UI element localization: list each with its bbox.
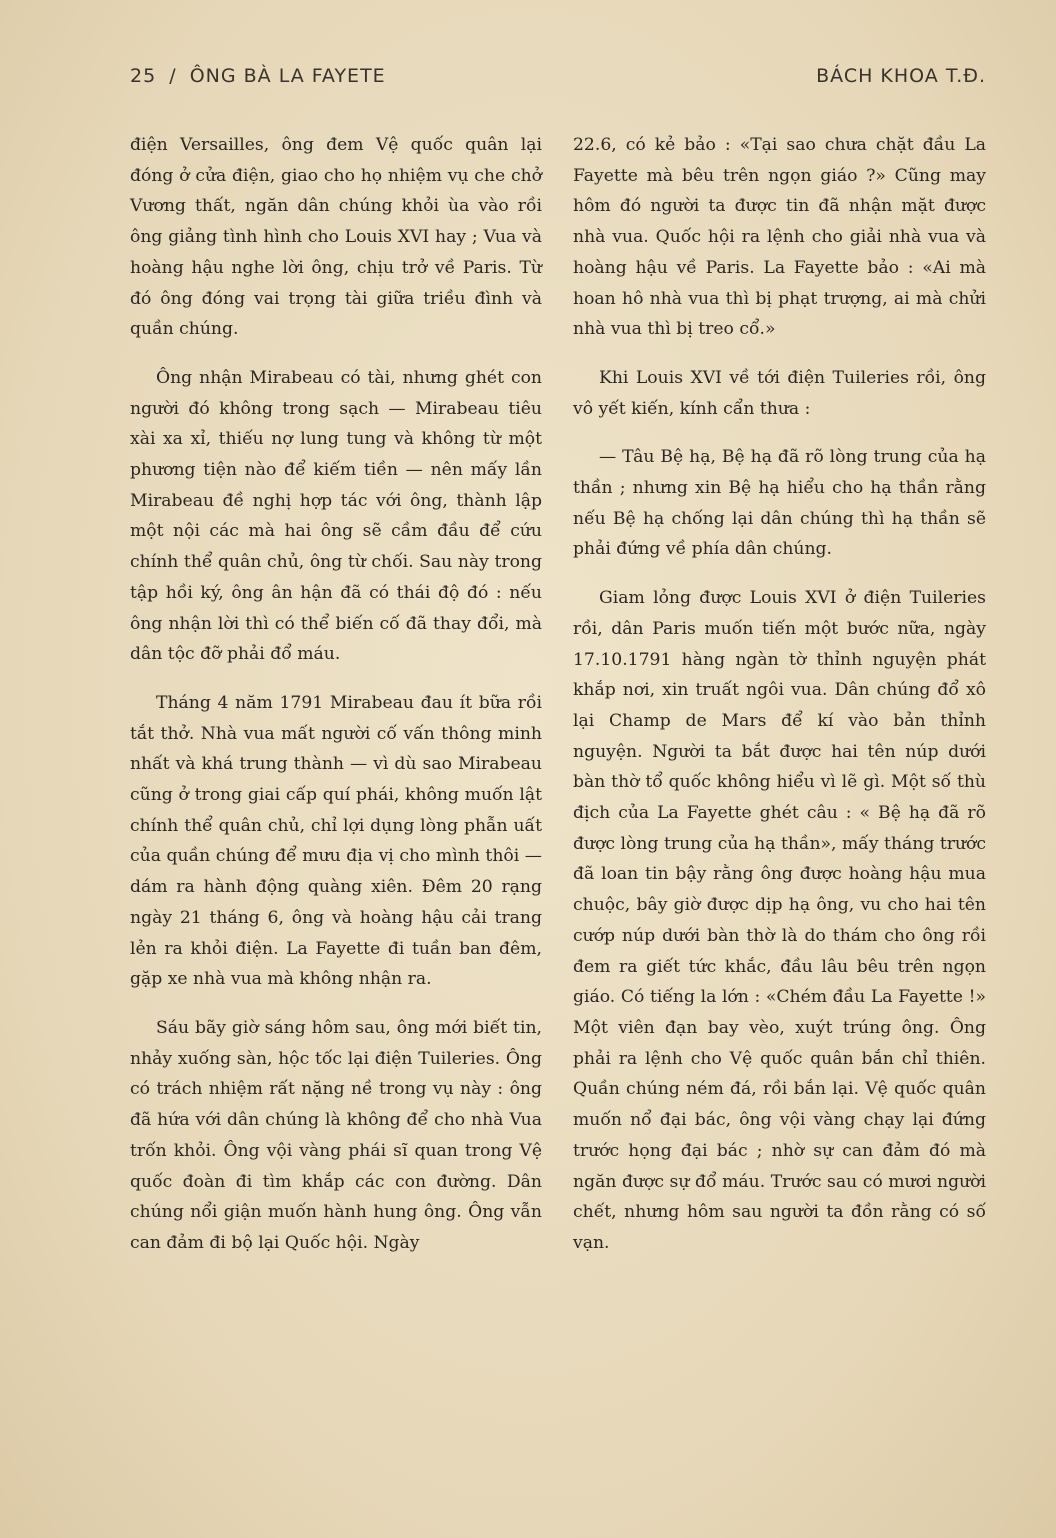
right-paragraph-3: — Tâu Bệ hạ, Bệ hạ đã rõ lòng trung của hạ thần ; nhưng xin Bệ hạ hiểu cho hạ thần rằng nếu Bệ hạ chống lại dân chúng thì hạ thần sẽ phải đứng về phía dân chúng. — [573, 447, 986, 560]
left-paragraph-2: Ông nhận Mirabeau có tài, nhưng ghét con người đó không trong sạch — Mirabeau tiêu xài xa xỉ, thiếu nợ lung tung và không từ một phương tiện nào để kiếm tiền — nên mấy lần Mirabeau đề nghị hợp tác với ông, thành lập một nội các mà hai ông sẽ cầm đầu để cứu chính thể quân chủ, ông từ chối. Sau này trong tập hồi ký, ông ân hận đã có thái độ đó : nếu ông nhận lời thì có thể biến cố đã thay đổi, mà dân tộc đỡ phải đổ máu. — [130, 367, 542, 665]
right-paragraph-1: 22.6, có kẻ bảo : «Tại sao chưa chặt đầu La Fayette mà bêu trên ngọn giáo ?» Cũng may hôm đó người ta được tin đã nhận mặt được nhà vua. Quốc hội ra lệnh cho giải nhà vua và hoàng hậu về Paris. La Fayette bảo : «Ai mà hoan hô nhà vua thì bị phạt trượng, ai mà chửi nhà vua thì bị treo cổ.» — [573, 135, 986, 340]
page-number: 25 — [130, 65, 157, 87]
left-column — [130, 130, 542, 1277]
page-header — [130, 58, 986, 94]
left-paragraph-4: Sáu bãy giờ sáng hôm sau, ông mới biết tin, nhảy xuống sàn, hộc tốc lại điện Tuileries. Ông có trách nhiệm rất nặng nề trong vụ này : ông đã hứa với dân chúng là không để cho nhà Vua trốn khỏi. Ông vội vàng phái sĩ quan trong Vệ quốc đoàn đi tìm khắp các con đường. Dân chúng nổi giận muốn hành hung ông. Ông vẫn can đảm đi bộ lại Quốc hội. Ngày — [130, 1017, 542, 1253]
header-left — [130, 65, 392, 87]
right-paragraph-4: Giam lỏng được Louis XVI ở điện Tuileries rồi, dân Paris muốn tiến một bước nữa, ngày 17.10.1791 hàng ngàn tờ thỉnh nguyện phát khắp nơi, xin truất ngôi vua. Dân chúng đổ xô lại Champ de Mars để kí vào bản thỉnh nguyện. Người ta bắt được hai tên núp dưới bàn thờ tổ quốc không hiểu vì lẽ gì. Một số thù địch của La Fayette ghét câu : « Bệ hạ đã rõ được lòng trung của hạ thần», mấy tháng trước đã loan tin bậy rằng ông được hoàng hậu mua chuộc, bây giờ được dịp hạ ông, vu cho hai tên cướp núp dưới bàn thờ là do thám cho ông rồi đem ra giết tức khắc, đầu lâu bêu trên ngọn giáo. Có tiếng la lớn : «Chém đầu La Fayette !» Một viên đạn bay vèo, xuýt trúng ông. Ông phải ra lệnh cho Vệ quốc quân bắn chỉ thiên. Quần chúng ném đá, rồi bắn lại. Vệ quốc quân muốn nổ đại bác, ông vội vàng chạy lại đứng trước họng đại bác ; nhờ sự can đảm đó mà ngăn được sự đổ máu. Trước sau có mươi người chết, nhưng hôm sau người ta đồn rằng có số vạn. — [573, 588, 986, 1253]
article-title: ÔNG BÀ LA FAYETE — [189, 65, 386, 87]
magazine-name: BÁCH KHOA T.Đ. — [816, 65, 986, 87]
left-paragraph-3: Tháng 4 năm 1791 Mirabeau đau ít bữa rồi tắt thở. Nhà vua mất người cố vấn thông minh nhất và khá trung thành — vì dù sao Mirabeau cũng ở trong giai cấp quí phái, không muốn lật chính thể quân chủ, chỉ lợi dụng lòng phẫn uất của quần chúng để mưu địa vị cho mình thôi — dám ra hành động quàng xiên. Đêm 20 rạng ngày 21 tháng 6, ông và hoàng hậu cải trang lẻn ra khỏi điện. La Fayette đi tuần ban đêm, gặp xe nhà vua mà không nhận ra. — [130, 692, 542, 990]
right-paragraph-2: Khi Louis XVI về tới điện Tuileries rồi, ông vô yết kiến, kính cẩn thưa : — [573, 367, 986, 419]
left-paragraph-1: điện Versailles, ông đem Vệ quốc quân lại đóng ở cửa điện, giao cho họ nhiệm vụ che chở Vương thất, ngăn dân chúng khỏi ùa vào rồi ông giảng tình hình cho Louis XVI hay ; Vua và hoàng hậu nghe lời ông, chịu trở về Paris. Từ đó ông đóng vai trọng tài giữa triều đình và quần chúng. — [130, 135, 542, 340]
header-separator: / — [169, 65, 177, 87]
right-column — [573, 130, 986, 1277]
